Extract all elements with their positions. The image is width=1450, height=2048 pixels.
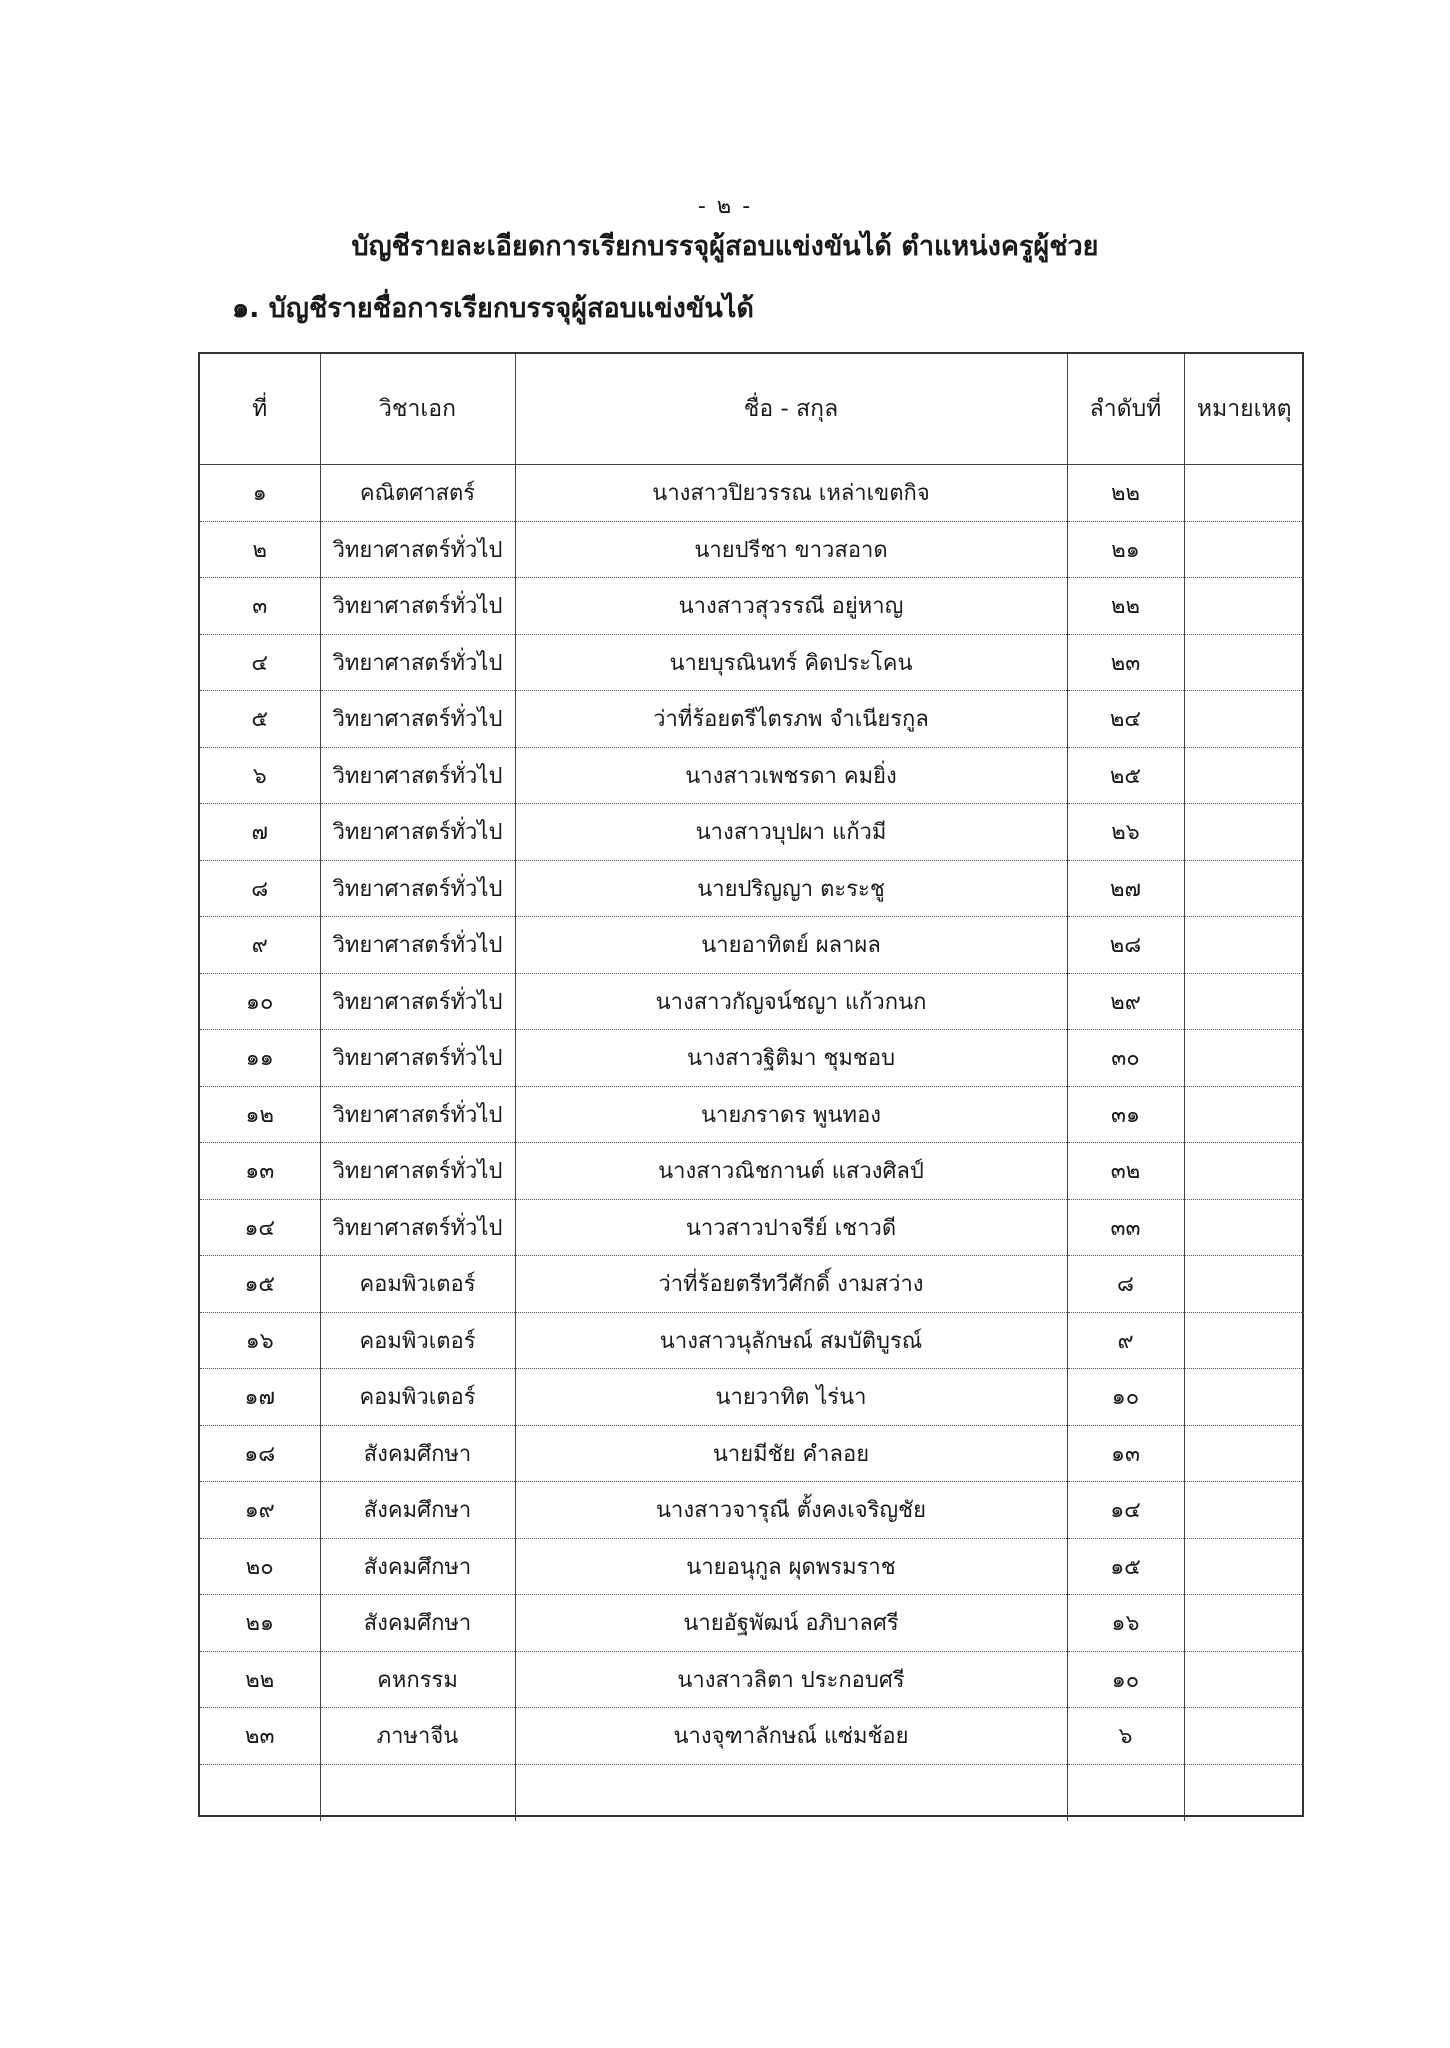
- cell-subject: วิทยาศาสตร์ทั่วไป: [320, 1199, 515, 1256]
- cell-subject: วิทยาศาสตร์ทั่วไป: [320, 804, 515, 861]
- cell-name: นางสาวลิตา ประกอบศรี: [515, 1651, 1067, 1708]
- table-row: [200, 1030, 1304, 1087]
- cell-no: ๑๘: [200, 1425, 320, 1482]
- cell-rank: ๒๒: [1067, 578, 1184, 635]
- cell-note: [1184, 1199, 1304, 1256]
- cell-subject: วิทยาศาสตร์ทั่วไป: [320, 1030, 515, 1087]
- table-header-row: [200, 354, 1304, 465]
- table-row: [200, 1595, 1304, 1652]
- table-row: [200, 1143, 1304, 1200]
- cell-subject: วิทยาศาสตร์ทั่วไป: [320, 1086, 515, 1143]
- cell-subject: วิทยาศาสตร์ทั่วไป: [320, 973, 515, 1030]
- cell-note: [1184, 973, 1304, 1030]
- table-row: [200, 1425, 1304, 1482]
- table-row: [200, 1369, 1304, 1426]
- cell-no: ๒๐: [200, 1538, 320, 1595]
- cell-no: ๑: [200, 465, 320, 522]
- cell-name: นางจุฑาลักษณ์ แซ่มช้อย: [515, 1708, 1067, 1765]
- cell-rank: ๑๐: [1067, 1651, 1184, 1708]
- cell-rank: ๒๑: [1067, 521, 1184, 578]
- column-header-rank: ลำดับที่: [1067, 354, 1184, 465]
- cell-name: นายอัฐพัฒน์ อภิบาลศรี: [515, 1595, 1067, 1652]
- cell-subject: คอมพิวเตอร์: [320, 1312, 515, 1369]
- cell-note: [1184, 1538, 1304, 1595]
- cell-name: นางสาวบุปผา แก้วมี: [515, 804, 1067, 861]
- cell-note: [1184, 917, 1304, 974]
- cell-subject: สังคมศึกษา: [320, 1595, 515, 1652]
- cell-no: ๕: [200, 691, 320, 748]
- cell-no: ๘: [200, 860, 320, 917]
- cell-rank: ๘: [1067, 1256, 1184, 1313]
- cell-note: [1184, 1595, 1304, 1652]
- cell-name: นายมีชัย คำลอย: [515, 1425, 1067, 1482]
- cell-name: นางสาวเพชรดา คมยิ่ง: [515, 747, 1067, 804]
- column-header-no: ที่: [200, 354, 320, 465]
- cell-note: [1184, 1651, 1304, 1708]
- cell-subject: วิทยาศาสตร์ทั่วไป: [320, 860, 515, 917]
- cell-subject: วิทยาศาสตร์ทั่วไป: [320, 521, 515, 578]
- table-row: [200, 1256, 1304, 1313]
- cell-subject: วิทยาศาสตร์ทั่วไป: [320, 747, 515, 804]
- cell-no: ๒๒: [200, 1651, 320, 1708]
- cell-name: นายปริญญา ตะระชู: [515, 860, 1067, 917]
- cell-rank: ๙: [1067, 1312, 1184, 1369]
- table-row: [200, 521, 1304, 578]
- cell-name: นาวสาวปาจรีย์ เชาวดี: [515, 1199, 1067, 1256]
- cell-name: นายปรีชา ขาวสอาด: [515, 521, 1067, 578]
- cell-rank: ๖: [1067, 1708, 1184, 1765]
- cell-rank: ๑๖: [1067, 1595, 1184, 1652]
- cell-rank: ๑๓: [1067, 1425, 1184, 1482]
- cell-name: นางสาวจารุณี ตั้งคงเจริญชัย: [515, 1482, 1067, 1539]
- cell-no: ๑๖: [200, 1312, 320, 1369]
- cell-rank: ๒๗: [1067, 860, 1184, 917]
- cell-subject: วิทยาศาสตร์ทั่วไป: [320, 578, 515, 635]
- cell-name: นางสาวณิชกานต์ แสวงศิลป์: [515, 1143, 1067, 1200]
- cell-no: [200, 1764, 320, 1821]
- cell-name: นางสาวปิยวรรณ เหล่าเขตกิจ: [515, 465, 1067, 522]
- table-row: [200, 973, 1304, 1030]
- cell-subject: สังคมศึกษา: [320, 1425, 515, 1482]
- cell-name: ว่าที่ร้อยตรีทวีศักดิ์ งามสว่าง: [515, 1256, 1067, 1313]
- cell-name: นายอาทิตย์ ผลาผล: [515, 917, 1067, 974]
- cell-subject: คหกรรม: [320, 1651, 515, 1708]
- cell-no: ๑๕: [200, 1256, 320, 1313]
- cell-rank: ๑๕: [1067, 1538, 1184, 1595]
- cell-no: ๗: [200, 804, 320, 861]
- cell-rank: ๓๐: [1067, 1030, 1184, 1087]
- table-row: [200, 634, 1304, 691]
- cell-rank: ๒๔: [1067, 691, 1184, 748]
- cell-no: ๑๐: [200, 973, 320, 1030]
- cell-rank: ๓๑: [1067, 1086, 1184, 1143]
- cell-subject: [320, 1764, 515, 1821]
- cell-rank: ๒๒: [1067, 465, 1184, 522]
- table-row: [200, 917, 1304, 974]
- candidate-table: [198, 352, 1304, 1817]
- table-row: [200, 465, 1304, 522]
- cell-subject: คณิตศาสตร์: [320, 465, 515, 522]
- cell-no: ๔: [200, 634, 320, 691]
- column-header-name: ชื่อ - สกุล: [515, 354, 1067, 465]
- cell-name: นางสาวกัญจน์ชญา แก้วกนก: [515, 973, 1067, 1030]
- cell-subject: สังคมศึกษา: [320, 1538, 515, 1595]
- cell-no: ๑๗: [200, 1369, 320, 1426]
- cell-rank: ๓๓: [1067, 1199, 1184, 1256]
- page-number: - ๒ -: [697, 194, 753, 219]
- table-row: [200, 1086, 1304, 1143]
- cell-subject: วิทยาศาสตร์ทั่วไป: [320, 691, 515, 748]
- cell-name: นายวาทิต ไร่นา: [515, 1369, 1067, 1426]
- cell-note: [1184, 465, 1304, 522]
- table-row: [200, 1482, 1304, 1539]
- document-title: บัญชีรายละเอียดการเรียกบรรจุผู้สอบแข่งขันได้ ตำแหน่งครูผู้ช่วย: [351, 231, 1099, 262]
- cell-no: ๒: [200, 521, 320, 578]
- cell-note: [1184, 1086, 1304, 1143]
- cell-subject: วิทยาศาสตร์ทั่วไป: [320, 1143, 515, 1200]
- cell-name: นางสาวฐิติมา ชุมชอบ: [515, 1030, 1067, 1087]
- table-row: [200, 1312, 1304, 1369]
- table-row: [200, 1708, 1304, 1765]
- table-row: [200, 1651, 1304, 1708]
- table-body: [200, 465, 1304, 1821]
- cell-no: ๒๑: [200, 1595, 320, 1652]
- cell-rank: ๓๒: [1067, 1143, 1184, 1200]
- cell-note: [1184, 691, 1304, 748]
- cell-no: ๑๓: [200, 1143, 320, 1200]
- cell-no: ๙: [200, 917, 320, 974]
- cell-note: [1184, 1312, 1304, 1369]
- cell-no: ๒๓: [200, 1708, 320, 1765]
- table-row: [200, 691, 1304, 748]
- cell-name: [515, 1764, 1067, 1821]
- cell-note: [1184, 1369, 1304, 1426]
- cell-note: [1184, 1708, 1304, 1765]
- column-header-subject: วิชาเอก: [320, 354, 515, 465]
- column-header-note: หมายเหตุ: [1184, 354, 1304, 465]
- table-row: [200, 1538, 1304, 1595]
- cell-note: [1184, 1030, 1304, 1087]
- cell-rank: [1067, 1764, 1184, 1821]
- cell-rank: ๒๖: [1067, 804, 1184, 861]
- cell-subject: วิทยาศาสตร์ทั่วไป: [320, 634, 515, 691]
- table-row: [200, 578, 1304, 635]
- cell-rank: ๒๕: [1067, 747, 1184, 804]
- cell-note: [1184, 521, 1304, 578]
- cell-note: [1184, 1425, 1304, 1482]
- cell-no: ๖: [200, 747, 320, 804]
- cell-name: นายภราดร พูนทอง: [515, 1086, 1067, 1143]
- table-row: [200, 860, 1304, 917]
- cell-rank: ๒๙: [1067, 973, 1184, 1030]
- cell-no: ๓: [200, 578, 320, 635]
- cell-subject: คอมพิวเตอร์: [320, 1256, 515, 1313]
- section-title: ๑. บัญชีรายชื่อการเรียกบรรจุผู้สอบแข่งขันได้: [232, 293, 754, 324]
- cell-note: [1184, 804, 1304, 861]
- cell-subject: วิทยาศาสตร์ทั่วไป: [320, 917, 515, 974]
- cell-rank: ๒๘: [1067, 917, 1184, 974]
- cell-subject: สังคมศึกษา: [320, 1482, 515, 1539]
- cell-name: นายบุรณินทร์ คิดประโคน: [515, 634, 1067, 691]
- table-row: [200, 804, 1304, 861]
- table-row: [200, 1764, 1304, 1821]
- cell-note: [1184, 1764, 1304, 1821]
- cell-no: ๑๒: [200, 1086, 320, 1143]
- cell-rank: ๒๓: [1067, 634, 1184, 691]
- table-row: [200, 1199, 1304, 1256]
- cell-note: [1184, 860, 1304, 917]
- cell-no: ๑๔: [200, 1199, 320, 1256]
- table-row: [200, 747, 1304, 804]
- cell-no: ๑๙: [200, 1482, 320, 1539]
- cell-rank: ๑๐: [1067, 1369, 1184, 1426]
- cell-no: ๑๑: [200, 1030, 320, 1087]
- cell-note: [1184, 1256, 1304, 1313]
- cell-name: นางสาวนุลักษณ์ สมบัติบูรณ์: [515, 1312, 1067, 1369]
- cell-subject: ภาษาจีน: [320, 1708, 515, 1765]
- cell-note: [1184, 1482, 1304, 1539]
- cell-rank: ๑๔: [1067, 1482, 1184, 1539]
- cell-note: [1184, 634, 1304, 691]
- cell-note: [1184, 1143, 1304, 1200]
- cell-note: [1184, 747, 1304, 804]
- cell-name: นายอนุกูล ผุดพรมราช: [515, 1538, 1067, 1595]
- cell-subject: คอมพิวเตอร์: [320, 1369, 515, 1426]
- cell-name: ว่าที่ร้อยตรีไตรภพ จำเนียรกูล: [515, 691, 1067, 748]
- cell-name: นางสาวสุวรรณี อยู่หาญ: [515, 578, 1067, 635]
- cell-note: [1184, 578, 1304, 635]
